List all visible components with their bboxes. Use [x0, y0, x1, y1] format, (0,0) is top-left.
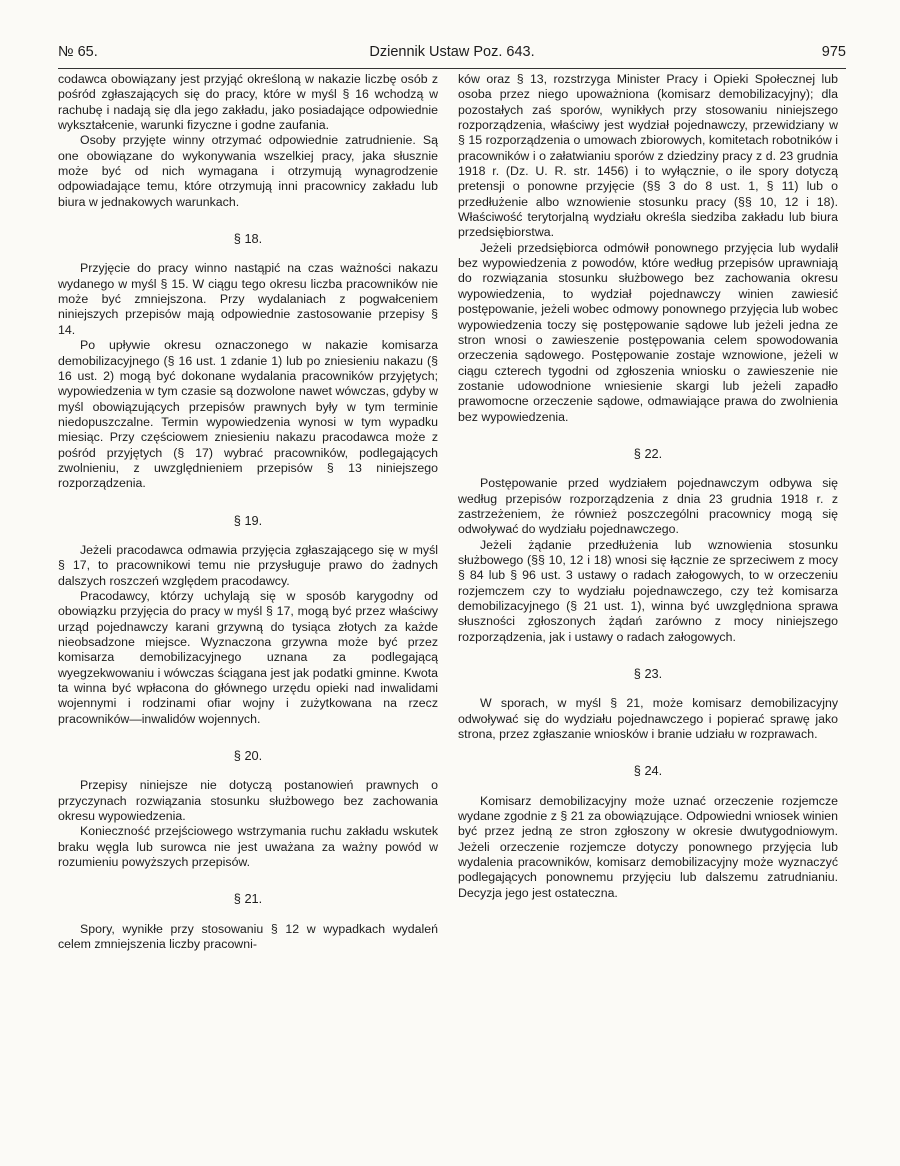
section-heading: § 24. — [633, 763, 663, 779]
paragraph: Jeżeli przedsiębiorca odmówił ponownego przyjęcia lub wydalił bez wypowiedzenia z powodów, które według przepisów uprawniają do rozwiązania stosunku służbowego bez zachowania okresu wypowiedzenia, to wydział pojednawczy winien zawiesić postępowanie, jeżeli wobec odmowy ponownego przyjęcia lub wobec wypowiedzenia toczy się postępowanie sądowe lub jeżeli jedna ze stron wnosi o zawieszenie postępowania celem spowodowania orzeczenia sądowego. Postępowanie zostaje wznowione, jeżeli w ciągu czterech tygodni od zgłoszenia wniosku o zawieszenie nie zostanie udowodnione wniesienie skargi lub jeżeli zapadło prawomocne orzeczenie sądowe, odmawiające prawa do zwolnienia bez wypowiedzenia. — [458, 240, 838, 424]
issue-number: № 65. — [58, 44, 98, 60]
paragraph: ków oraz § 13, rozstrzyga Minister Pracy i Opieki Społecznej lub osoba przez niego upoważniona (komisarz demobilizacyjny); dla pozostałych zaś sporów, wynikłych przy stosowaniu niniejszego rozporządzenia, właściwy jest wydział pojednawczy, przewidziany w § 15 rozporządzenia o umowach zbiorowych, komitetach robotników i pracowników i o załatwianiu sporów z dziedziny pracy z d. 23 grudnia 1918 r. (Dz. U. R. str. 1456) i to wyłącznie, o ile spory dotyczą pretensji o ponowne przyjęcie (§§ 3 do 8 ust. 1, § 11) lub o przedłużenie albo wznowienie stosunku pracy (§§ 10, 12 i 18). Właściwość terytorjalną wydziału określa siedziba zakładu lub biura przedsiębiorstwa. — [458, 72, 838, 240]
paragraph: Konieczność przejściowego wstrzymania ruchu zakładu wskutek braku węgla lub surowca nie jest uważana za ważny powód w rozumieniu powyższych przepisów. — [58, 824, 438, 870]
section-heading: § 20. — [233, 748, 263, 764]
paragraph: Pracodawcy, którzy uchylają się w sposób karygodny od obowiązku przyjęcia do pracy w myśl § 17, mogą być przez właściwy urząd pojednawczy karani grzywną do tysiąca złotych za każde nieobsadzone miejsce. Wyznaczona grzywna może być przez komisarza demobilizacyjnego uznana za podlegającą wyegzekwowaniu i wówczas ściągana jest jak podatki gminne. Kwota ta winna być wpłacona do głównego urzędu opieki nad inwalidami wojennymi i rodzinami ofiar wojny i zużytkowana na rzecz pracowników—inwalidów wojennych. — [58, 588, 438, 726]
paragraph: W sporach, w myśl § 21, może komisarz demobilizacyjny odwoływać się do wydziału pojednawczego i popierać sprawę jako strona, przez zgłaszanie wniosków i branie udziału w rozprawach. — [458, 696, 838, 742]
paragraph: Komisarz demobilizacyjny może uznać orzeczenie rozjemcze wydane zgodnie z § 21 za obowiązujące. Odpowiedni wniosek winien być przez jedną ze stron zgłoszony w okresie dwutygodniowym. Jeżeli orzeczenie rozjemcze dotyczy ponownego przyjęcia lub wydalenia pracowników, komisarz demobilizacyjny może wyznaczyć podlegających ponownemu przyjęciu lub dalszemu zatrudnianiu. Decyzja jego jest ostateczna. — [458, 793, 838, 900]
section-heading: § 23. — [633, 666, 663, 682]
right-column — [458, 72, 838, 901]
paragraph: Osoby przyjęte winny otrzymać odpowiednie zatrudnienie. Są one obowiązane do wykonywania wszelkiej pracy, jaka słusznie może być od nich wymagana i otrzymują wynagrodzenie odpowiadające temu, które otrzymują inni pracownicy zakładu lub biura w jednakowych warunkach. — [58, 133, 438, 209]
journal-title: Dziennik Ustaw Poz. 643. — [369, 44, 535, 60]
section-heading: § 18. — [233, 231, 263, 247]
paragraph: Postępowanie przed wydziałem pojednawczym odbywa się według przepisów rozporządzenia z dnia 23 grudnia 1918 r. z zastrzeżeniem, że również poszczególni pracownicy mogą się odwoływać do wydziału pojednawczego. — [458, 476, 838, 537]
left-column — [58, 72, 438, 953]
paragraph: Spory, wynikłe przy stosowaniu § 12 w wypadkach wydaleń celem zmniejszenia liczby pracowni- — [58, 921, 438, 952]
paragraph: Jeżeli pracodawca odmawia przyjęcia zgłaszającego się w myśl § 17, to pracownikowi temu nie przysługuje prawo do żadnych dalszych roszczeń względem pracodawcy. — [58, 542, 438, 588]
page-header — [58, 44, 846, 69]
paragraph: Przepisy niniejsze nie dotyczą postanowień prawnych o przyczynach rozwiązania stosunku służbowego bez zachowania okresu wypowiedzenia. — [58, 778, 438, 824]
section-heading: § 22. — [633, 445, 663, 461]
paragraph: codawca obowiązany jest przyjąć określoną w nakazie liczbę osób z pośród zgłaszających się do pracy, które w myśl § 16 wchodzą w rachubę i nadają się dla jego zakładu, jako posiadające odpowiednie wykształcenie, warunki fizyczne i godne zaufania. — [58, 72, 438, 133]
section-heading: § 21. — [233, 891, 263, 907]
page-number: 975 — [821, 44, 846, 60]
section-heading: § 19. — [233, 512, 263, 528]
paragraph: Po upływie okresu oznaczonego w nakazie komisarza demobilizacyjnego (§ 16 ust. 1 zdanie 1) lub po zniesieniu nakazu (§ 16 ust. 2) mogą być dokonane wydalania pracowników przyjętych; wypowiedzenia w tym czasie są dozwolone nawet wówczas, gdyby w myśl obowiązujących przepisów prawnych były w tym terminie niedopuszczalne. Termin wypowiedzenia wynosi w tym wypadku miesiąc. Przy częściowem zniesieniu nakazu pracodawca może z pośród przyjętych (§ 17) wybrać pracowników, podlegających zwolnieniu, z uwzględnieniem przepisów § 13 niniejszego rozporządzenia. — [58, 338, 438, 491]
paragraph: Przyjęcie do pracy winno nastąpić na czas ważności nakazu wydanego w myśl § 15. W ciągu tego okresu liczba pracowników nie może być zmniejszona. Przy wydalaniach z pogwałceniem niniejszych przepisów mają odpowiednie zastosowanie przepisy § 14. — [58, 261, 438, 337]
paragraph: Jeżeli żądanie przedłużenia lub wznowienia stosunku służbowego (§§ 10, 12 i 18) wnosi się łącznie ze sprzeciwem z mocy § 84 lub § 96 ust. 3 ustawy o radach załogowych, to w orzeczeniu rozjemczem czy to wydziału pojednawczego, czy też komisarza demobilizacyjnego (§ 21 ust. 1), winna być uwzględniona sprawa słuszności zgłoszonych żądań zarówno z mocy niniejszego rozporządzenia, jak i ustawy o radach załogowych. — [458, 537, 838, 644]
